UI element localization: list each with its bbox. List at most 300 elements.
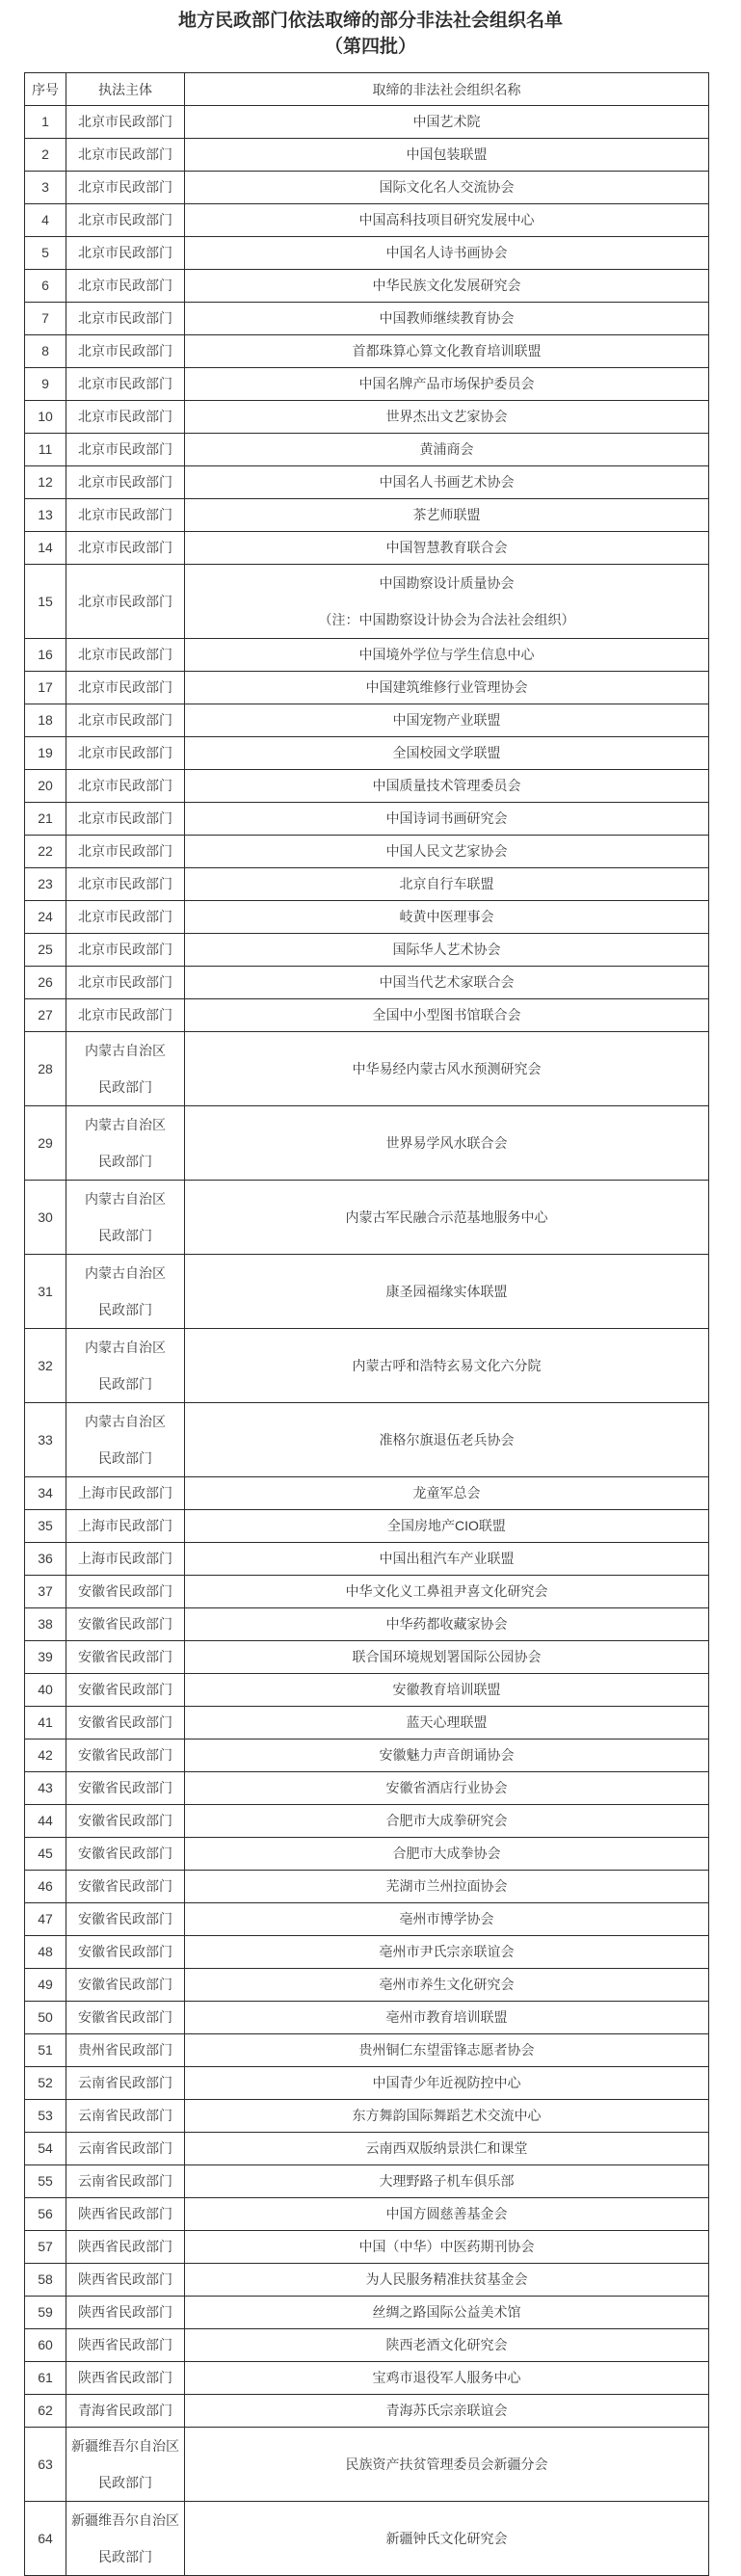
row-number-cell (25, 2297, 66, 2329)
row-number: 19 (38, 745, 53, 760)
row-number: 38 (38, 1616, 53, 1632)
table-row (25, 1936, 709, 1969)
row-number-cell (25, 2502, 66, 2576)
row-number: 58 (38, 2271, 53, 2287)
table-row (25, 1903, 709, 1936)
org-name-line: 中国境外学位与学生信息中心 (358, 647, 535, 662)
agency-line: 安徽省民政部门 (78, 1649, 172, 1664)
org-name-line: 世界杰出文艺家协会 (385, 409, 508, 424)
row-number: 59 (38, 2304, 53, 2320)
agency-cell (66, 967, 185, 999)
org-name-cell (185, 1707, 709, 1739)
row-number-cell (25, 803, 66, 836)
agency-cell (66, 2264, 185, 2297)
agency-cell (66, 2329, 185, 2362)
org-name-cell (185, 704, 709, 737)
agency-line: 上海市民政部门 (78, 1518, 172, 1533)
row-number-cell (25, 237, 66, 270)
agency-cell (66, 172, 185, 204)
row-number: 16 (38, 647, 53, 662)
row-number: 48 (38, 1944, 53, 1959)
org-name-cell (185, 639, 709, 672)
row-number-cell (25, 1576, 66, 1608)
org-name-cell (185, 532, 709, 565)
page-title-line2: （第四批） (324, 37, 416, 57)
row-number-cell (25, 1543, 66, 1576)
table-row (25, 999, 709, 1032)
table-row (25, 1674, 709, 1707)
org-name-cell (185, 901, 709, 934)
org-name-line: 蓝天心理联盟 (406, 1714, 488, 1730)
org-name-cell (185, 737, 709, 770)
org-name-cell (185, 1032, 709, 1106)
row-number: 62 (38, 2403, 53, 2418)
row-number: 22 (38, 843, 53, 859)
org-name-line: 国际文化名人交流协会 (379, 179, 515, 195)
org-name-line: （注：中国勘察设计协会为合法社会组织） (318, 612, 575, 627)
table-row (25, 1739, 709, 1772)
table-row (25, 139, 709, 172)
header-org-name: 取缔的非法社会组织名称 (185, 73, 709, 106)
agency-cell (66, 1329, 185, 1403)
org-name-cell (185, 1871, 709, 1903)
table-row (25, 1576, 709, 1608)
row-number: 49 (38, 1977, 53, 1992)
org-name-line: 新疆钟氏文化研究会 (385, 2531, 508, 2546)
row-number: 45 (38, 1846, 53, 1861)
row-number: 30 (38, 1209, 53, 1225)
row-number-cell (25, 1181, 66, 1255)
row-number-cell (25, 335, 66, 368)
org-name-cell (185, 106, 709, 139)
row-number-cell (25, 303, 66, 335)
agency-line: 安徽省民政部门 (78, 1583, 172, 1599)
org-name-line: 安徽省酒店行业协会 (385, 1780, 508, 1795)
agency-cell (66, 1674, 185, 1707)
org-name-cell (185, 1674, 709, 1707)
agency-cell (66, 2362, 185, 2395)
agency-line: 云南省民政部门 (78, 2075, 172, 2090)
row-number: 17 (38, 679, 53, 695)
row-number-cell (25, 2395, 66, 2428)
org-name-cell (185, 466, 709, 499)
org-name-line: 贵州铜仁东望雷锋志愿者协会 (358, 2042, 535, 2058)
agency-cell (66, 1936, 185, 1969)
agency-cell (66, 2428, 185, 2502)
org-name-cell (185, 172, 709, 204)
agency-line: 安徽省民政部门 (78, 1780, 172, 1795)
table-row (25, 2067, 709, 2100)
agency-line: 民政部门 (98, 2475, 152, 2490)
org-name-line: 全国房地产CIO联盟 (387, 1518, 506, 1533)
agency-cell (66, 237, 185, 270)
row-number: 11 (38, 441, 53, 457)
agency-line: 北京市民政部门 (78, 343, 172, 359)
org-name-line: 岐黄中医理事会 (399, 909, 494, 924)
table-row (25, 1805, 709, 1838)
org-name-cell (185, 836, 709, 868)
row-number: 9 (41, 376, 49, 391)
row-number-cell (25, 2002, 66, 2034)
agency-line: 安徽省民政部门 (78, 1616, 172, 1632)
agency-line: 上海市民政部门 (78, 1551, 172, 1566)
agency-cell (66, 1403, 185, 1477)
org-name-cell (185, 1838, 709, 1871)
org-name-line: 内蒙古军民融合示范基地服务中心 (345, 1209, 548, 1225)
org-name-line: 中华药都收藏家协会 (385, 1616, 508, 1632)
table-row (25, 106, 709, 139)
row-number-cell (25, 1707, 66, 1739)
agency-line: 北京市民政部门 (78, 745, 172, 760)
row-number-cell (25, 2264, 66, 2297)
table-row (25, 237, 709, 270)
row-number-cell (25, 1255, 66, 1329)
agency-line: 贵州省民政部门 (78, 2042, 172, 2058)
agency-cell (66, 499, 185, 532)
row-number: 51 (38, 2042, 53, 2058)
table-row (25, 1641, 709, 1674)
row-number: 24 (38, 909, 53, 924)
org-name-cell (185, 2067, 709, 2100)
row-number: 5 (41, 245, 49, 260)
row-number: 50 (38, 2009, 53, 2025)
table-row (25, 565, 709, 639)
org-name-cell (185, 2428, 709, 2502)
org-name-line: 联合国环境规划署国际公园协会 (352, 1649, 542, 1664)
row-number-cell (25, 2231, 66, 2264)
table-row (25, 1032, 709, 1106)
row-number-cell (25, 999, 66, 1032)
row-number: 43 (38, 1780, 53, 1795)
row-number-cell (25, 1477, 66, 1510)
agency-cell (66, 672, 185, 704)
org-name-cell (185, 2133, 709, 2165)
row-number-cell (25, 2362, 66, 2395)
row-number: 27 (38, 1007, 53, 1022)
org-name-cell (185, 1181, 709, 1255)
agency-line: 新疆维吾尔自治区 (71, 2512, 179, 2528)
org-name-line: 亳州市养生文化研究会 (379, 1977, 515, 1992)
org-name-line: 中国高科技项目研究发展中心 (358, 212, 535, 227)
row-number-cell (25, 172, 66, 204)
org-name-line: 中国建筑维修行业管理协会 (365, 679, 528, 695)
org-name-cell (185, 1106, 709, 1181)
org-name-cell (185, 1936, 709, 1969)
agency-line: 北京市民政部门 (78, 942, 172, 957)
table-row (25, 836, 709, 868)
org-name-line: 中国智慧教育联合会 (385, 540, 508, 555)
table-row (25, 335, 709, 368)
table-row (25, 2002, 709, 2034)
table-row (25, 934, 709, 967)
agency-line: 北京市民政部门 (78, 909, 172, 924)
row-number-cell (25, 1674, 66, 1707)
table-row (25, 1106, 709, 1181)
agency-cell (66, 401, 185, 434)
agency-cell (66, 2133, 185, 2165)
agency-cell (66, 565, 185, 639)
table-row (25, 2362, 709, 2395)
row-number-cell (25, 2329, 66, 2362)
org-name-line: 丝绸之路国际公益美术馆 (372, 2304, 521, 2320)
agency-cell (66, 2502, 185, 2576)
agency-cell (66, 1181, 185, 1255)
agency-cell (66, 139, 185, 172)
agency-line: 北京市民政部门 (78, 876, 172, 891)
row-number: 21 (38, 810, 53, 826)
row-number-cell (25, 106, 66, 139)
agency-cell (66, 737, 185, 770)
row-number-cell (25, 1403, 66, 1477)
table-row (25, 2329, 709, 2362)
row-number-cell (25, 466, 66, 499)
row-number-cell (25, 1739, 66, 1772)
agency-cell (66, 803, 185, 836)
org-name-line: 中国方圆慈善基金会 (385, 2206, 508, 2221)
org-name-cell (185, 2100, 709, 2133)
row-number: 33 (38, 1432, 53, 1447)
row-number: 7 (41, 310, 49, 326)
agency-line: 陕西省民政部门 (78, 2370, 172, 2385)
agency-line: 安徽省民政部门 (78, 1846, 172, 1861)
org-name-line: 中国（中华）中医药期刊协会 (358, 2239, 535, 2254)
agency-line: 安徽省民政部门 (78, 2009, 172, 2025)
agency-cell (66, 1032, 185, 1106)
row-number: 2 (41, 146, 49, 162)
table-row (25, 532, 709, 565)
row-number-cell (25, 270, 66, 303)
table-row (25, 368, 709, 401)
agency-line: 北京市民政部门 (78, 278, 172, 293)
org-name-line: 亳州市尹氏宗亲联谊会 (379, 1944, 515, 1959)
row-number: 37 (38, 1583, 53, 1599)
row-number: 8 (41, 343, 49, 359)
table-row (25, 2100, 709, 2133)
org-name-line: 中华易经内蒙古风水预测研究会 (352, 1061, 542, 1076)
org-name-cell (185, 2034, 709, 2067)
row-number: 61 (38, 2370, 53, 2385)
agency-cell (66, 2297, 185, 2329)
table-row (25, 868, 709, 901)
agency-cell (66, 1543, 185, 1576)
row-number: 18 (38, 712, 53, 728)
row-number-cell (25, 434, 66, 466)
agency-line: 民政部门 (98, 1376, 152, 1392)
org-name-cell (185, 499, 709, 532)
agency-line: 安徽省民政部门 (78, 1977, 172, 1992)
org-name-line: 芜湖市兰州拉面协会 (385, 1878, 508, 1894)
agency-cell (66, 2100, 185, 2133)
row-number-cell (25, 2428, 66, 2502)
agency-line: 内蒙古自治区 (85, 1265, 166, 1281)
agency-line: 陕西省民政部门 (78, 2337, 172, 2352)
row-number: 55 (38, 2173, 53, 2189)
table-row (25, 1707, 709, 1739)
org-name-cell (185, 2198, 709, 2231)
row-number: 23 (38, 876, 53, 891)
org-name-cell (185, 672, 709, 704)
row-number: 42 (38, 1747, 53, 1763)
org-name-cell (185, 1510, 709, 1543)
row-number-cell (25, 1969, 66, 2002)
row-number: 32 (38, 1358, 53, 1373)
org-name-cell (185, 2502, 709, 2576)
org-name-cell (185, 2362, 709, 2395)
agency-line: 北京市民政部门 (78, 441, 172, 457)
agency-cell (66, 1641, 185, 1674)
org-name-cell (185, 434, 709, 466)
agency-cell (66, 1707, 185, 1739)
row-number-cell (25, 401, 66, 434)
table-row (25, 499, 709, 532)
row-number: 20 (38, 778, 53, 793)
table-row (25, 1403, 709, 1477)
table-row (25, 1329, 709, 1403)
row-number: 26 (38, 974, 53, 990)
agency-line: 民政部门 (98, 1302, 152, 1317)
org-name-cell (185, 335, 709, 368)
page-title-line1: 地方民政部门依法取缔的部分非法社会组织名单 (177, 11, 563, 31)
row-number: 3 (41, 179, 49, 195)
agency-cell (66, 270, 185, 303)
row-number: 1 (41, 114, 49, 129)
agency-cell (66, 1608, 185, 1641)
agency-line: 北京市民政部门 (78, 712, 172, 728)
org-name-line: 准格尔旗退伍老兵协会 (379, 1432, 515, 1447)
org-name-line: 中国包装联盟 (406, 146, 488, 162)
org-name-line: 中国名人诗书画协会 (385, 245, 508, 260)
agency-cell (66, 335, 185, 368)
row-number-cell (25, 639, 66, 672)
agency-line: 北京市民政部门 (78, 409, 172, 424)
row-number: 46 (38, 1878, 53, 1894)
banned-orgs-table (24, 72, 709, 2576)
agency-line: 北京市民政部门 (78, 146, 172, 162)
table-row (25, 2034, 709, 2067)
agency-cell (66, 2165, 185, 2198)
agency-line: 云南省民政部门 (78, 2140, 172, 2156)
row-number-cell (25, 1903, 66, 1936)
row-number: 28 (38, 1061, 53, 1076)
org-name-line: 亳州市教育培训联盟 (385, 2009, 508, 2025)
table-header (25, 73, 709, 106)
org-name-cell (185, 1543, 709, 1576)
org-name-line: 全国校园文学联盟 (392, 745, 501, 760)
org-name-line: 世界易学风水联合会 (385, 1135, 508, 1151)
row-number-cell (25, 934, 66, 967)
agency-cell (66, 204, 185, 237)
row-number-cell (25, 1805, 66, 1838)
agency-line: 北京市民政部门 (78, 594, 172, 609)
row-number-cell (25, 1936, 66, 1969)
row-number-cell (25, 565, 66, 639)
agency-line: 民政部门 (98, 1079, 152, 1095)
org-name-line: 宝鸡市退役军人服务中心 (372, 2370, 521, 2385)
org-name-line: 首都珠算心算文化教育培训联盟 (352, 343, 542, 359)
agency-cell (66, 868, 185, 901)
page-title (0, 0, 741, 60)
table-row (25, 172, 709, 204)
header-row (25, 73, 709, 106)
row-number: 15 (38, 594, 53, 609)
org-name-cell (185, 1576, 709, 1608)
row-number: 60 (38, 2337, 53, 2352)
org-name-cell (185, 1329, 709, 1403)
row-number-cell (25, 204, 66, 237)
table-row (25, 1969, 709, 2002)
table-row (25, 466, 709, 499)
row-number: 12 (38, 474, 53, 490)
table-row (25, 401, 709, 434)
row-number-cell (25, 499, 66, 532)
row-number-cell (25, 672, 66, 704)
org-name-line: 中华民族文化发展研究会 (372, 278, 521, 293)
row-number: 10 (38, 409, 53, 424)
org-name-cell (185, 565, 709, 639)
org-name-line: 安徽魅力声音朗诵协会 (379, 1747, 515, 1763)
org-name-line: 国际华人艺术协会 (392, 942, 501, 957)
row-number-cell (25, 2165, 66, 2198)
agency-cell (66, 999, 185, 1032)
org-name-line: 中国诗词书画研究会 (385, 810, 508, 826)
row-number-cell (25, 2067, 66, 2100)
row-number: 13 (38, 507, 53, 522)
org-name-line: 亳州市博学协会 (399, 1911, 494, 1926)
agency-line: 安徽省民政部门 (78, 1714, 172, 1730)
org-name-cell (185, 1255, 709, 1329)
agency-cell (66, 1838, 185, 1871)
org-name-line: 中国出租汽车产业联盟 (379, 1551, 515, 1566)
agency-cell (66, 1969, 185, 2002)
agency-cell (66, 1576, 185, 1608)
row-number-cell (25, 2133, 66, 2165)
row-number: 40 (38, 1682, 53, 1697)
agency-cell (66, 2034, 185, 2067)
table-row (25, 2133, 709, 2165)
org-name-line: 合肥市大成拳研究会 (385, 1813, 508, 1828)
org-name-line: 中国质量技术管理委员会 (372, 778, 521, 793)
org-name-line: 中国宠物产业联盟 (392, 712, 501, 728)
agency-line: 内蒙古自治区 (85, 1340, 166, 1355)
agency-line: 内蒙古自治区 (85, 1191, 166, 1207)
agency-line: 北京市民政部门 (78, 474, 172, 490)
org-name-cell (185, 1641, 709, 1674)
table-row (25, 1772, 709, 1805)
row-number: 14 (38, 540, 53, 555)
agency-line: 北京市民政部门 (78, 310, 172, 326)
agency-cell (66, 1477, 185, 1510)
agency-cell (66, 368, 185, 401)
row-number: 34 (38, 1485, 53, 1500)
row-number: 64 (38, 2531, 53, 2546)
table-row (25, 901, 709, 934)
agency-line: 北京市民政部门 (78, 245, 172, 260)
agency-line: 民政部门 (98, 1450, 152, 1466)
agency-cell (66, 2395, 185, 2428)
agency-line: 陕西省民政部门 (78, 2239, 172, 2254)
agency-line: 安徽省民政部门 (78, 1878, 172, 1894)
org-name-cell (185, 770, 709, 803)
table-row (25, 2264, 709, 2297)
row-number-cell (25, 1608, 66, 1641)
org-name-cell (185, 237, 709, 270)
row-number-cell (25, 901, 66, 934)
agency-line: 安徽省民政部门 (78, 1682, 172, 1697)
table-row (25, 434, 709, 466)
row-number: 53 (38, 2108, 53, 2123)
table-row (25, 204, 709, 237)
org-name-cell (185, 1477, 709, 1510)
